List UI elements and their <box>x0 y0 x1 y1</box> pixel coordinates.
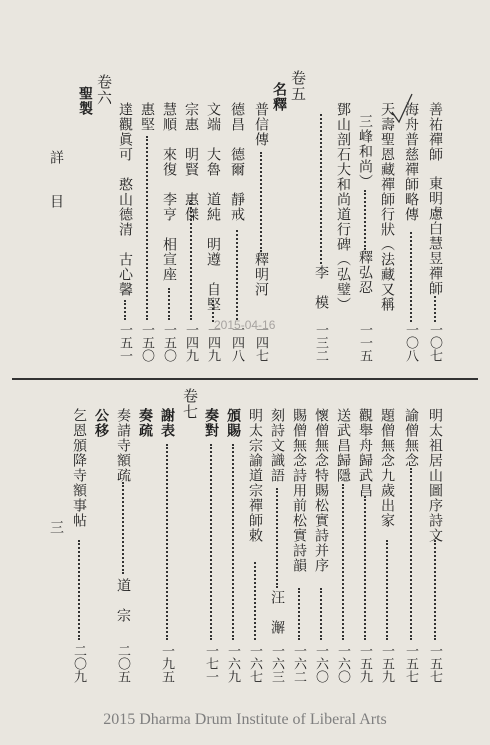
leader-dots <box>146 136 150 320</box>
leader-dots <box>320 588 324 640</box>
entry-page: 二〇九 <box>71 644 86 683</box>
entry-title: 題僧無念九歲出家 <box>379 408 395 528</box>
entry-title: 慧順 來復 李亨 相宣座 <box>161 102 177 282</box>
entry-title: 天壽聖恩藏禪師行狀（法藏又稱 <box>379 102 395 312</box>
section-heading: 聖製 <box>77 86 93 116</box>
leader-dots <box>124 300 128 320</box>
leader-dots <box>298 588 302 640</box>
entry-page: 一五九 <box>379 644 394 683</box>
entry-page: 一六〇 <box>313 644 328 683</box>
leader-dots <box>364 190 368 250</box>
section-heading: 謝表 <box>159 408 175 438</box>
footer-watermark: 2015 Dharma Drum Institute of Liberal Arts <box>103 711 387 728</box>
entry-page: 一〇七 <box>427 323 442 362</box>
leader-dots <box>410 468 414 640</box>
entry-title: 賜僧無念詩用前松實詩韻 <box>291 408 307 573</box>
page-number: 三 <box>48 520 64 535</box>
volume-label: 卷五 <box>289 70 307 102</box>
entry-author: 東明慮白慧昱禪師 <box>427 176 443 296</box>
leader-dots <box>236 230 240 320</box>
volume-label: 卷六 <box>95 74 113 106</box>
entry-page: 一六九 <box>225 644 240 683</box>
leader-dots <box>434 540 438 640</box>
entry-author: 汪 澥 <box>269 590 285 635</box>
entry-title: 刻詩文識語 <box>269 408 285 483</box>
leader-dots <box>434 296 438 322</box>
entry-page: 一〇八 <box>403 323 418 362</box>
entry-title: 善祐禪師 <box>427 102 443 162</box>
entry-title: 三峰和尚） <box>357 114 373 189</box>
entry-author: 釋明河 <box>253 252 269 297</box>
entry-page: 一六七 <box>247 644 262 683</box>
entry-author: 釋弘忍 <box>357 250 373 295</box>
section-heading: 奏疏 <box>137 408 153 438</box>
entry-title: 觀舉舟歸武昌 <box>357 408 373 498</box>
entry-page: 一五九 <box>357 644 372 683</box>
entry-title: 德昌 德爾 靜戒 <box>229 102 245 222</box>
entry-page: 一五七 <box>427 644 442 683</box>
entry-page: 二〇五 <box>115 644 130 683</box>
entry-page: 一六〇 <box>335 644 350 683</box>
leader-dots <box>276 488 280 588</box>
entry-title: 鄧山剖石大和尚道行碑（弘璧） <box>335 102 351 312</box>
entry-author: 李 模 <box>313 265 329 310</box>
entry-author: 道 宗 <box>115 578 131 623</box>
leader-dots <box>254 562 258 640</box>
section-heading: 公移 <box>93 408 109 438</box>
leader-dots <box>260 152 264 252</box>
entry-page: 一九五 <box>159 644 174 683</box>
entry-page: 一五七 <box>403 644 418 683</box>
section-heading: 奏對 <box>203 408 219 438</box>
entry-page: 一五〇 <box>139 323 154 362</box>
entry-title: 宗惠 明賢 惠傑 <box>183 102 199 222</box>
running-title-char: 詳 <box>48 150 64 165</box>
leader-dots <box>386 540 390 640</box>
entry-page: 一一五 <box>357 323 372 362</box>
running-title-char: 目 <box>48 194 64 209</box>
leader-dots <box>78 540 82 640</box>
leader-dots <box>232 444 236 640</box>
leader-dots <box>190 200 194 320</box>
leader-dots <box>166 444 170 640</box>
entry-title: 文端 大魯 道純 明遵 自堅 <box>205 102 221 312</box>
leader-dots <box>210 444 214 640</box>
leader-dots <box>168 288 172 320</box>
entry-title: 送武昌歸隱 <box>335 408 351 483</box>
entry-page: 一四八 <box>229 323 244 362</box>
leader-dots <box>122 482 126 574</box>
entry-page: 一三二 <box>313 323 328 362</box>
entry-title: 乞恩頒降寺額事帖 <box>71 408 87 528</box>
entry-title: 奏請寺額疏 <box>115 408 131 483</box>
section-heading: 名釋 <box>271 82 287 112</box>
entry-title: 達觀眞可 憨山德清 古心馨 <box>117 102 133 297</box>
section-heading: 頒賜 <box>225 408 241 438</box>
entry-page: 一四七 <box>253 323 268 362</box>
leader-dots <box>364 496 368 640</box>
entry-page: 一四九 <box>205 323 220 362</box>
entry-title: 諭僧無念 <box>403 408 419 468</box>
entry-page: 一七一 <box>203 644 218 683</box>
entry-page: 一五一 <box>117 323 132 362</box>
entry-title: 懷僧無念特賜松實詩并序 <box>313 408 329 573</box>
entry-title: 海舟普慈禪師略傳 <box>403 102 419 222</box>
entry-title: 明太宗諭道宗禪師敕 <box>247 408 263 543</box>
entry-page: 一六二 <box>291 644 306 683</box>
entry-page: 一六三 <box>269 644 284 683</box>
entry-page: 一五〇 <box>161 323 176 362</box>
horizontal-rule <box>12 378 478 380</box>
volume-label: 卷七 <box>181 388 199 420</box>
entry-title: 普信傳 <box>253 102 269 147</box>
leader-dots <box>320 114 324 264</box>
leader-dots <box>342 484 346 640</box>
entry-title: 惠堅 <box>139 102 155 132</box>
entry-page: 一四九 <box>183 323 198 362</box>
entry-title: 明太祖居山圖序詩文 <box>427 408 443 543</box>
leader-dots <box>410 232 414 322</box>
date-stamp: 2015-04-16 <box>214 318 276 332</box>
